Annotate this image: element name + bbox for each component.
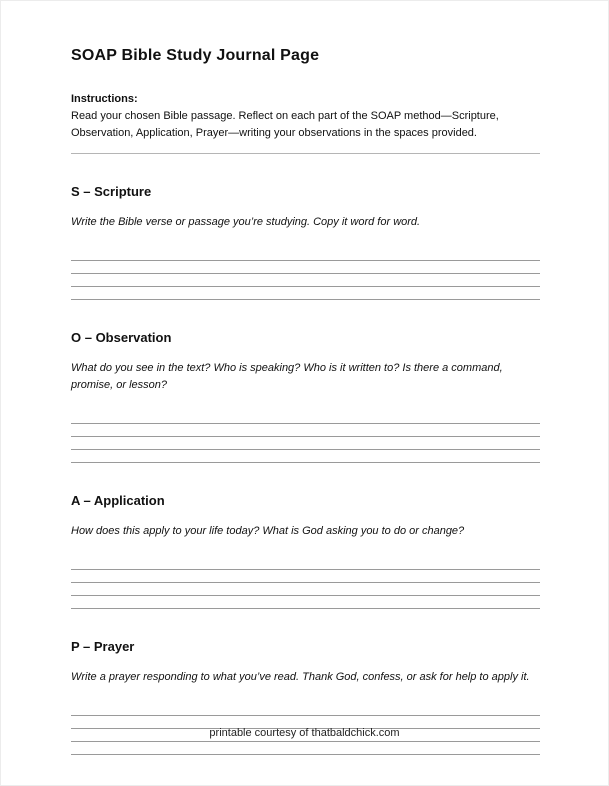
section-heading: P – Prayer [71,639,135,655]
soap-section [71,493,540,609]
instructions-text: Read your chosen Bible passage. Reflect on each part of the SOAP method—Scripture, Observation, Application, Prayer—writing your observations in the spaces provided. [71,110,499,139]
writing-line [71,450,540,463]
section-heading: S – Scripture [71,184,152,199]
writing-line [71,596,540,609]
writing-line [71,411,540,424]
writing-line [71,557,540,570]
writing-line [71,742,540,755]
section-prompt: Write the Bible verse or passage you’re studying. Copy it word for word. [71,216,421,228]
page-title: SOAP Bible Study Journal Page [71,47,320,64]
writing-lines [71,248,540,300]
section-heading: O – Observation [71,330,172,346]
section-prompt: How does this apply to your life today? What is God asking you to do or change? [71,525,465,538]
section-prompt: Write a prayer responding to what you’ve read. Thank God, confess, or ask for help to apply it. [71,671,530,684]
writing-lines [71,411,540,463]
instructions-label: Instructions: [71,93,138,105]
soap-section [71,330,540,463]
divider [71,153,540,154]
writing-line [71,437,540,450]
writing-lines [71,557,540,609]
writing-line [71,248,540,261]
footer-credit: printable courtesy of thatbaldchick.com [209,727,400,739]
soap-section [71,184,540,300]
writing-line [71,424,540,437]
writing-line [71,274,540,287]
writing-line [71,287,540,300]
writing-line [71,570,540,583]
section-heading: A – Application [71,493,165,509]
section-prompt: What do you see in the text? Who is speaking? Who is it written to? Is there a command, promise, or lesson? [71,362,503,392]
writing-line [71,703,540,716]
writing-line [71,261,540,274]
writing-line [71,583,540,596]
soap-sections [71,184,540,755]
